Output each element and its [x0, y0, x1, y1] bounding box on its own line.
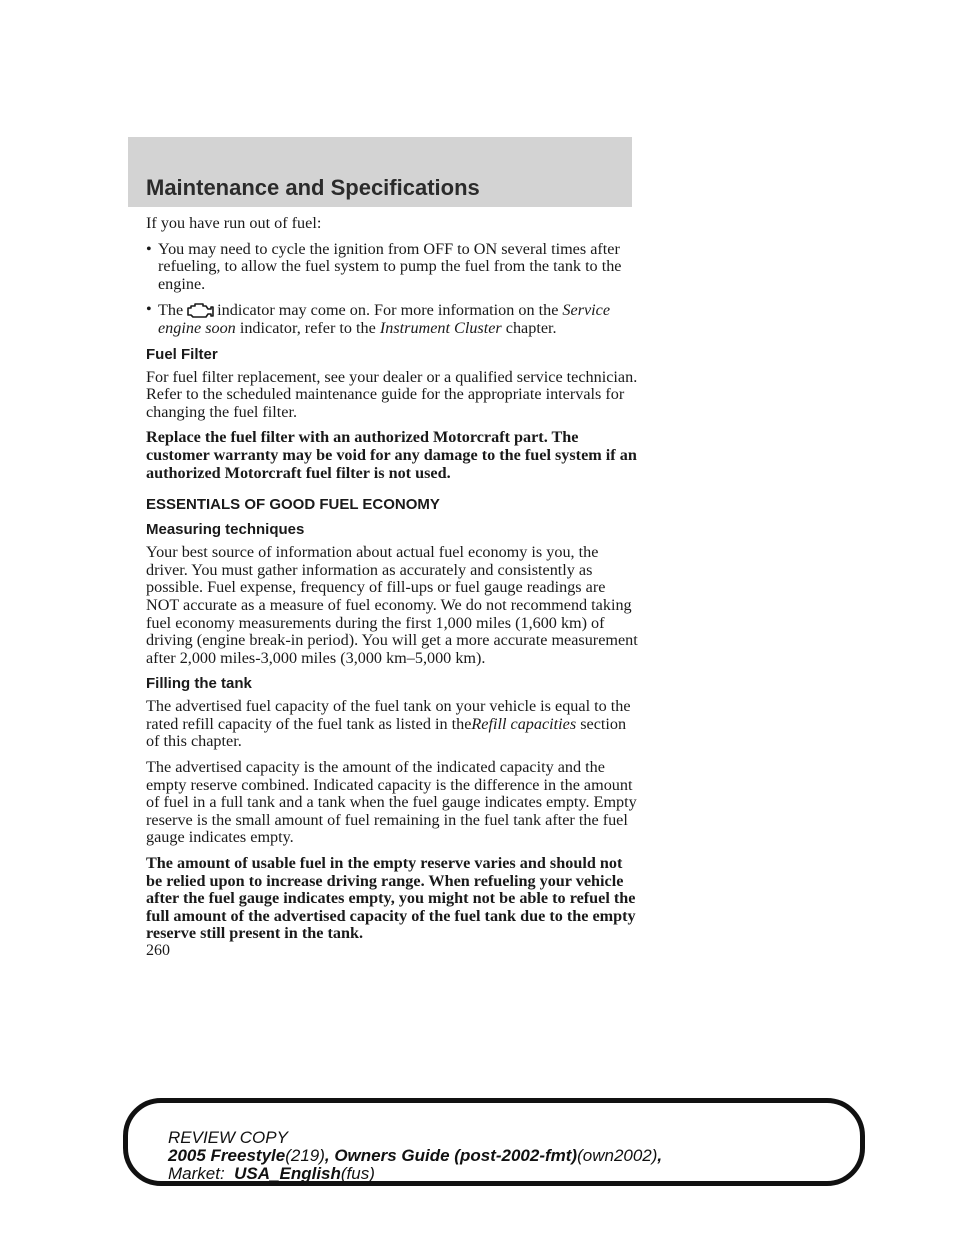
bullet-item-indicator	[146, 301, 642, 337]
section-title: Maintenance and Specifications	[146, 175, 480, 200]
refill-capacities-ref: Refill capacities	[471, 714, 577, 733]
section-header-band	[128, 137, 632, 207]
footer-market-code: (fus)	[340, 1164, 375, 1183]
bullet-item-cycle-ignition	[146, 241, 642, 294]
footer-guide-code: (own2002)	[577, 1146, 658, 1165]
footer-review-line: REVIEW COPY	[168, 1128, 288, 1147]
review-footer	[123, 1098, 865, 1186]
bullet-text-post: chapter.	[505, 318, 557, 337]
bullet-text-pre: The	[158, 301, 184, 320]
fuel-filter-warning: Replace the fuel filter with an authorized Motorcraft part. The customer warranty may be void for any damage to the fuel system if an authorized Motorcraft fuel filter is not used.	[146, 428, 637, 482]
fuel-filter-paragraph: For fuel filter replacement, see your dealer or a qualified service technician. Refer to the scheduled maintenance guide for the appropriate intervals for changing the fuel filter.	[146, 367, 638, 421]
essentials-heading: ESSENTIALS OF GOOD FUEL ECONOMY	[146, 496, 440, 514]
bullet-text-mid2: indicator, refer to the	[239, 318, 376, 337]
engine-icon	[185, 301, 215, 319]
intro-text: If you have run out of fuel:	[146, 214, 322, 232]
footer-market-line	[168, 1165, 662, 1183]
fuel-filter-heading: Fuel Filter	[146, 345, 218, 363]
filling-warning: The amount of usable fuel in the empty reserve varies and should not be relied upon to increase driving range. When refueling your vehicle after the fuel gauge indicates empty, you might not be able to refuel the full amount of the advertised capacity of the fuel tank due to the empty reserve still present in the tank.	[146, 854, 636, 943]
filling-p1-post: section of this chapter.	[146, 714, 627, 751]
measuring-heading: Measuring techniques	[146, 521, 305, 539]
instrument-cluster-ref: Instrument Cluster	[379, 318, 502, 337]
page-number: 260	[146, 942, 170, 959]
page-content	[146, 215, 642, 951]
footer-model: 2005 Freestyle	[168, 1146, 286, 1165]
footer-market-label: Market:	[168, 1164, 225, 1183]
filling-heading: Filling the tank	[146, 675, 252, 693]
service-engine-soon-ref: Service engine soon	[158, 301, 611, 337]
bullet-mark: •	[146, 300, 152, 319]
footer-market: USA_English	[234, 1164, 341, 1183]
footer-model-code: (219)	[285, 1146, 325, 1165]
footer-text	[168, 1129, 662, 1183]
bullet-mark: •	[146, 239, 152, 258]
footer-comma: ,	[657, 1146, 663, 1165]
filling-paragraph-2: The advertised capacity is the amount of the indicated capacity and the empty reserve combined. Indicated capacity is the difference in the amount of fuel in a full tank and a tank when the fuel gauge indicates empty. Empty reserve is the small amount of fuel remaining in the fuel tank after the fuel gauge indicates empty.	[146, 758, 637, 847]
measuring-paragraph: Your best source of information about actual fuel economy is you, the driver. You must gather information as accurately and consistently as possible. Fuel expense, frequency of fill-ups or fuel gauge readings are NOT accurate as a measure of fuel economy. We do not recommend taking fuel economy measurements during the first 1,000 miles (1,600 km) of driving (engine break-in period). You will get a more accurate measurement after 2,000 miles-3,000 miles (3,000 km–5,000 km).	[146, 543, 638, 667]
footer-guide: , Owners Guide (post-2002-fmt)	[324, 1146, 578, 1165]
filling-paragraph-1	[146, 698, 642, 751]
bullet-text-mid: indicator may come on. For more information on the	[217, 301, 559, 320]
filling-p1-pre: The advertised fuel capacity of the fuel tank on your vehicle is equal to the rated refill capacity of the fuel tank as listed in the	[146, 697, 631, 733]
footer-model-line	[168, 1147, 662, 1165]
bullet-text: You may need to cycle the ignition from OFF to ON several times after refueling, to allow the fuel system to pump the fuel from the tank to the engine.	[158, 239, 622, 293]
